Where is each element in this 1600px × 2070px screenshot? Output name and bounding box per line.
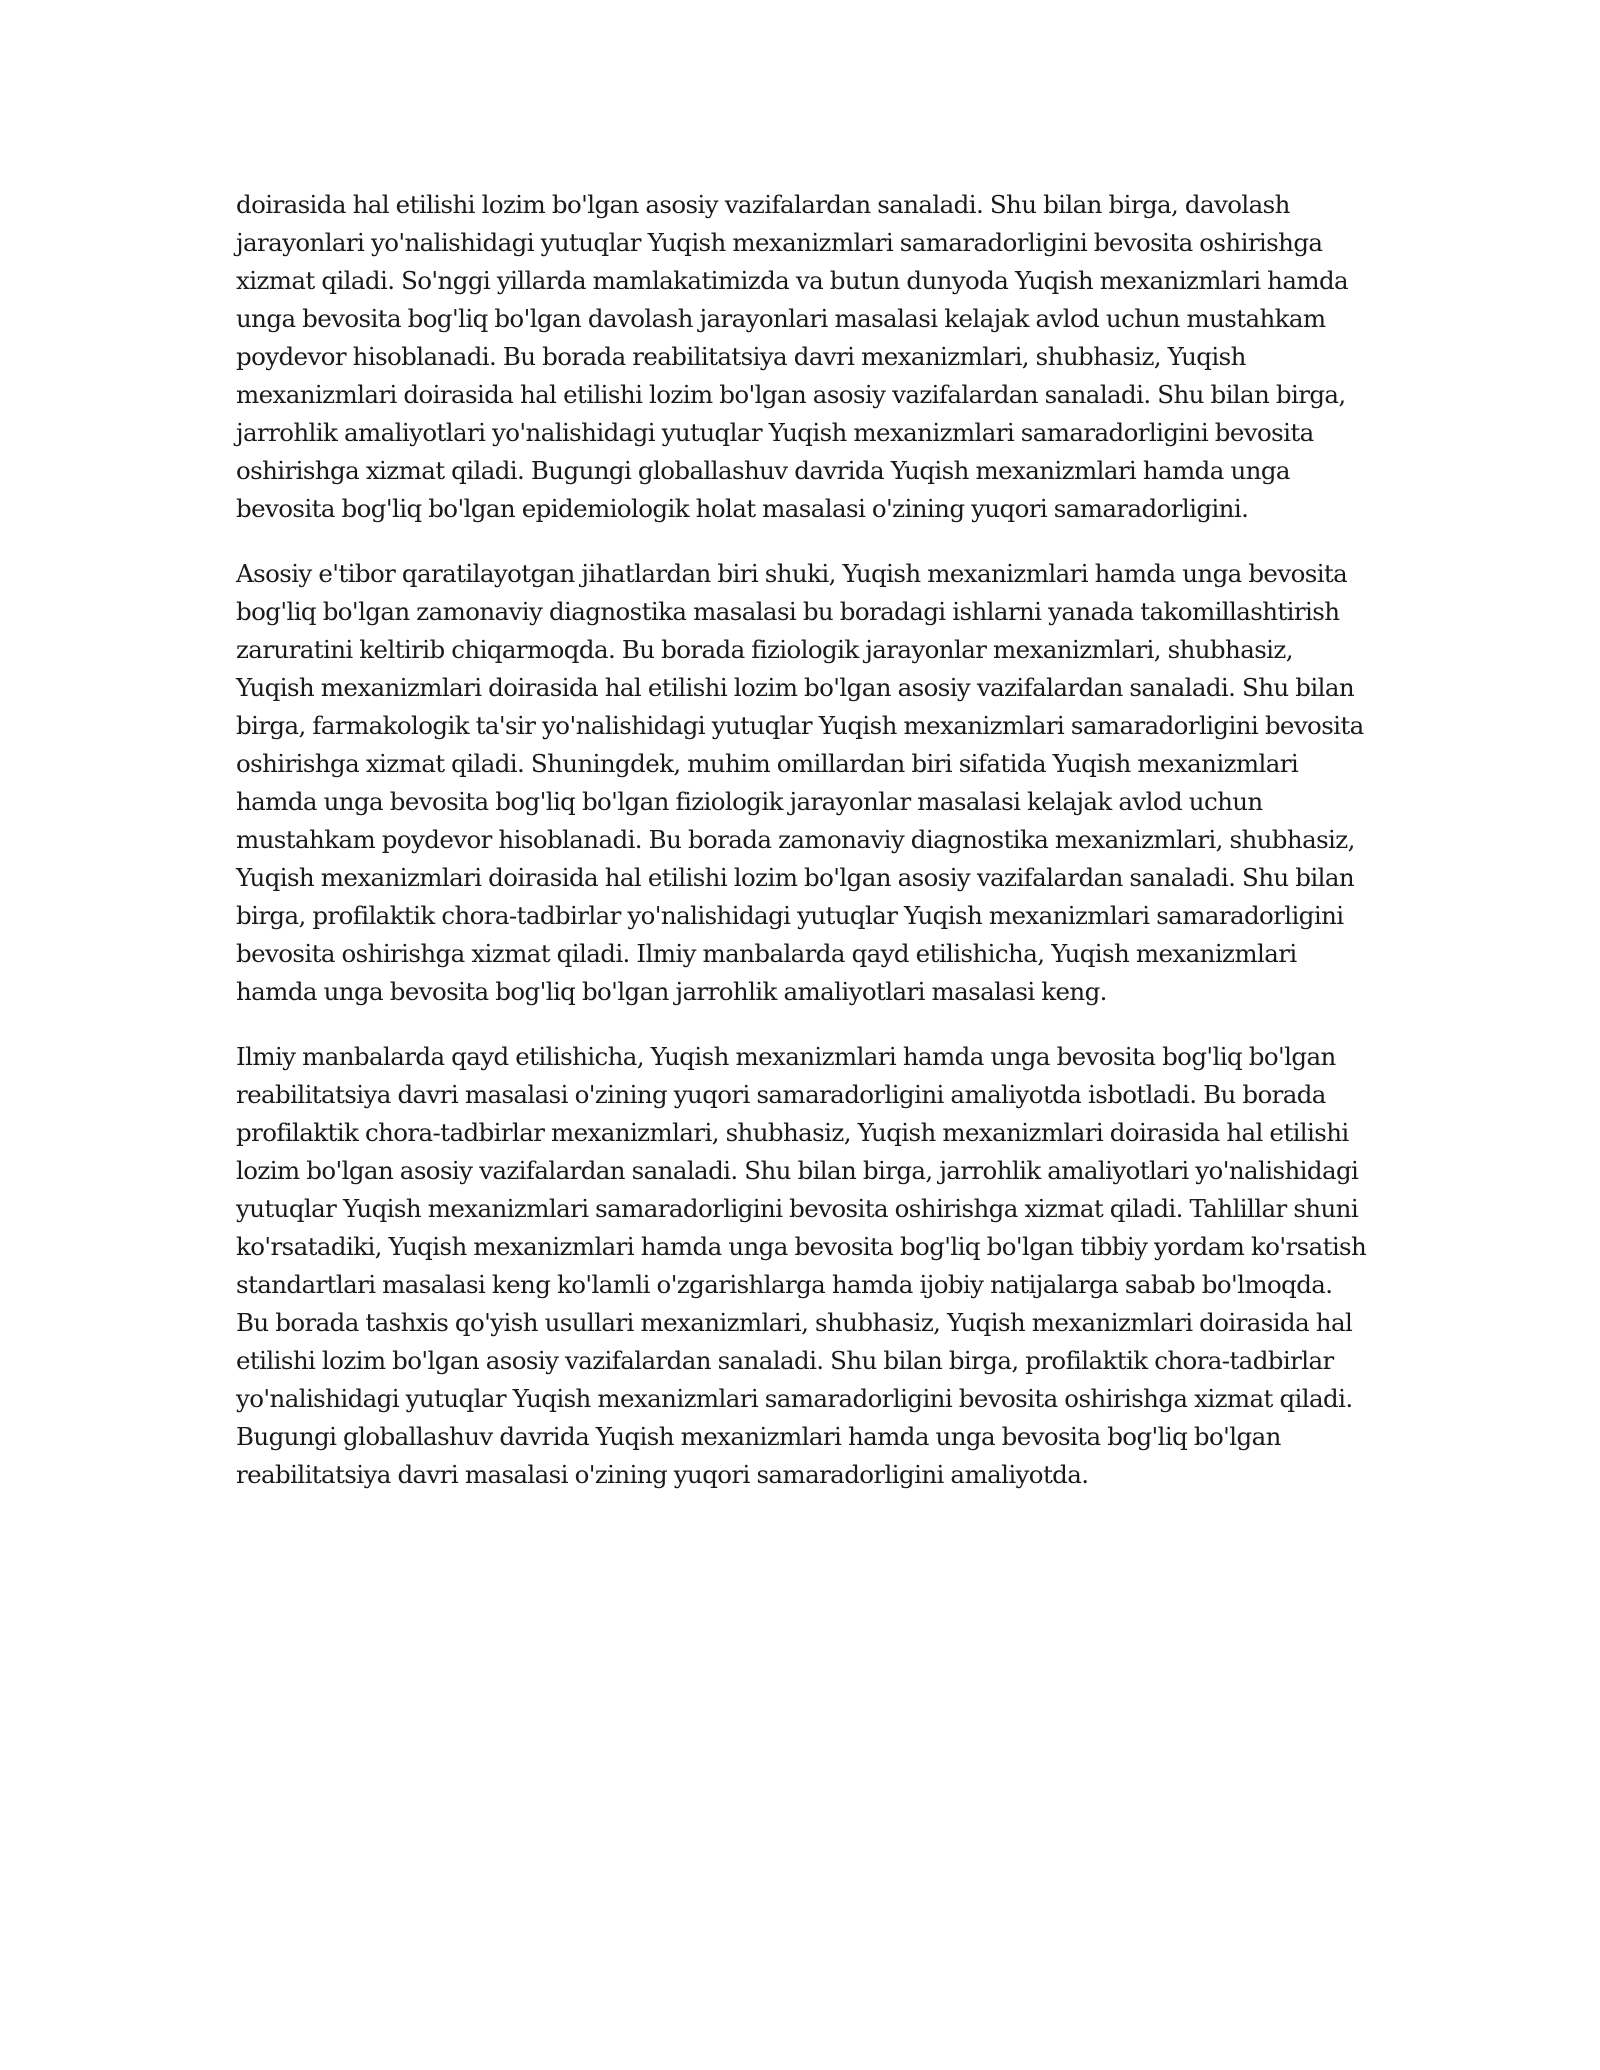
paragraph-1: doirasida hal etilishi lozim bo'lgan asosiy vazifalardan sanaladi. Shu bilan birga, davolash jarayonlari yo'nalishidagi yutuqlar Yuqish mexanizmlari samaradorligini bevosita oshirishga xizmat qiladi. So'nggi yillarda mamlakatimizda va butun dunyoda Yuqish mexanizmlari hamda unga bevosita bog'liq bo'lgan davolash jarayonlari masalasi kelajak avlod uchun mustahkam poydevor hisoblanadi. Bu borada reabilitatsiya davri mexanizmlari, shubhasiz, Yuqish mexanizmlari doirasida hal etilishi lozim bo'lgan asosiy vazifalardan sanaladi. Shu bilan birga, jarrohlik amaliyotlari yo'nalishidagi yutuqlar Yuqish mexanizmlari samaradorligini bevosita oshirishga xizmat qiladi. Bugungi globallashuv davrida Yuqish mexanizmlari hamda unga bevosita bog'liq bo'lgan epidemiologik holat masalasi o'zining yuqori samaradorligini. [236, 190, 1349, 523]
body-text [236, 186, 1368, 1521]
paragraph-2: Asosiy e'tibor qaratilayotgan jihatlardan biri shuki, Yuqish mexanizmlari hamda unga bevosita bog'liq bo'lgan zamonaviy diagnostika masalasi bu boradagi ishlarni yanada takomillashtirish zaruratini keltirib chiqarmoqda. Bu borada fiziologik jarayonlar mexanizmlari, shubhasiz, Yuqish mexanizmlari doirasida hal etilishi lozim bo'lgan asosiy vazifalardan sanaladi. Shu bilan birga, farmakologik ta'sir yo'nalishidagi yutuqlar Yuqish mexanizmlari samaradorligini bevosita oshirishga xizmat qiladi. Shuningdek, muhim omillardan biri sifatida Yuqish mexanizmlari hamda unga bevosita bog'liq bo'lgan fiziologik jarayonlar masalasi kelajak avlod uchun mustahkam poydevor hisoblanadi. Bu borada zamonaviy diagnostika mexanizmlari, shubhasiz, Yuqish mexanizmlari doirasida hal etilishi lozim bo'lgan asosiy vazifalardan sanaladi. Shu bilan birga, profilaktik chora-tadbirlar yo'nalishidagi yutuqlar Yuqish mexanizmlari samaradorligini bevosita oshirishga xizmat qiladi. Ilmiy manbalarda qayd etilishicha, Yuqish mexanizmlari hamda unga bevosita bog'liq bo'lgan jarrohlik amaliyotlari masalasi keng. [236, 559, 1364, 1006]
paragraph-3: Ilmiy manbalarda qayd etilishicha, Yuqish mexanizmlari hamda unga bevosita bog'liq bo'lgan reabilitatsiya davri masalasi o'zining yuqori samaradorligini amaliyotda isbotladi. Bu borada profilaktik chora-tadbirlar mexanizmlari, shubhasiz, Yuqish mexanizmlari doirasida hal etilishi lozim bo'lgan asosiy vazifalardan sanaladi. Shu bilan birga, jarrohlik amaliyotlari yo'nalishidagi yutuqlar Yuqish mexanizmlari samaradorligini bevosita oshirishga xizmat qiladi. Tahlillar shuni ko'rsatadiki, Yuqish mexanizmlari hamda unga bevosita bog'liq bo'lgan tibbiy yordam ko'rsatish standartlari masalasi keng ko'lamli o'zgarishlarga hamda ijobiy natijalarga sabab bo'lmoqda. Bu borada tashxis qo'yish usullari mexanizmlari, shubhasiz, Yuqish mexanizmlari doirasida hal etilishi lozim bo'lgan asosiy vazifalardan sanaladi. Shu bilan birga, profilaktik chora-tadbirlar yo'nalishidagi yutuqlar Yuqish mexanizmlari samaradorligini bevosita oshirishga xizmat qiladi. Bugungi globallashuv davrida Yuqish mexanizmlari hamda unga bevosita bog'liq bo'lgan reabilitatsiya davri masalasi o'zining yuqori samaradorligini amaliyotda. [236, 1042, 1367, 1489]
